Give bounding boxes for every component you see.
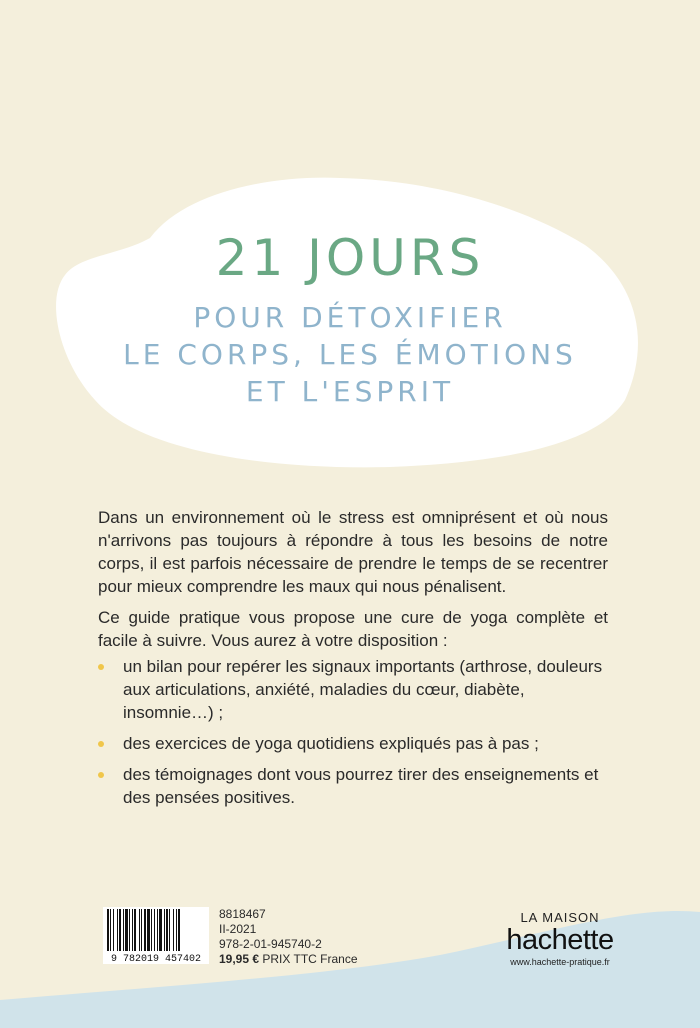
print-date: II-2021 — [219, 922, 257, 936]
feature-list — [98, 655, 618, 817]
barcode-bar — [110, 909, 111, 951]
barcode-bar — [134, 909, 136, 951]
publisher-name: hachette — [506, 924, 614, 956]
title-block — [0, 225, 700, 410]
bullet-dot-icon — [98, 664, 104, 670]
book-info — [219, 907, 358, 967]
main-title: 21 JOURS — [215, 229, 485, 287]
price: 19,95 € — [219, 952, 260, 966]
barcode-bar — [166, 909, 168, 951]
barcode-bars — [103, 907, 209, 953]
list-item-text: un bilan pour repérer les signaux importants (arthrose, douleurs aux articulations, anxiété, maladies du cœur, diabète, insomnie…) ; — [123, 657, 603, 722]
subtitle — [0, 299, 700, 410]
subtitle-line: ET L'ESPRIT — [245, 375, 455, 408]
barcode-bar — [178, 909, 180, 951]
barcode-digits: 9 782019 457402 — [110, 954, 201, 965]
isbn: 978-2-01-945740-2 — [219, 937, 322, 951]
barcode-bar — [129, 909, 130, 951]
barcode-bar — [154, 909, 155, 951]
barcode-bar — [176, 909, 177, 951]
barcode-bar — [119, 909, 121, 951]
barcode-bar — [164, 909, 165, 951]
price-note: PRIX TTC France — [262, 952, 358, 966]
publisher-label: LA MAISON — [520, 910, 600, 925]
list-item-text: des exercices de yoga quotidiens expliqués pas à pas ; — [123, 734, 539, 753]
list-item — [98, 732, 618, 755]
subtitle-line: LE CORPS, LES ÉMOTIONS — [123, 338, 577, 371]
list-item — [98, 763, 618, 809]
barcode-bar — [173, 909, 174, 951]
intro-paragraph: Dans un environnement où le stress est omniprésent et où nous n'arrivons pas toujours à répondre à tous les besoins de notre corps, il est parfois nécessaire de prendre le temps de se recentrer pour mieux comprendre les maux qui nous pénalisent. — [98, 508, 608, 596]
barcode-bar — [113, 909, 114, 951]
barcode-bar — [169, 909, 170, 951]
barcode-bar — [151, 909, 152, 951]
list-item — [98, 655, 618, 724]
barcode-bar — [144, 909, 146, 951]
product-code: 8818467 — [219, 907, 266, 921]
barcode-bar — [157, 909, 158, 951]
list-item-text: des témoignages dont vous pourrez tirer des enseignements et des pensées positives. — [123, 765, 599, 807]
barcode-bar — [107, 909, 109, 951]
barcode — [103, 907, 209, 964]
barcode-bar — [132, 909, 133, 951]
subtitle-line: POUR DÉTOXIFIER — [193, 301, 507, 334]
publisher-url: www.hachette-pratique.fr — [510, 957, 610, 967]
barcode-bar — [141, 909, 142, 951]
publisher-logo — [505, 910, 615, 967]
barcode-bar — [147, 909, 150, 951]
barcode-bar — [159, 909, 162, 951]
guide-paragraph: Ce guide pratique vous propose une cure de yoga complète et facile à suivre. Vous aurez à votre disposition : — [98, 608, 608, 650]
barcode-bar — [117, 909, 118, 951]
bullet-dot-icon — [98, 772, 104, 778]
price-line — [219, 952, 358, 967]
barcode-bar — [123, 909, 124, 951]
barcode-bar — [139, 909, 140, 951]
barcode-bar — [125, 909, 128, 951]
bullet-dot-icon — [98, 741, 104, 747]
